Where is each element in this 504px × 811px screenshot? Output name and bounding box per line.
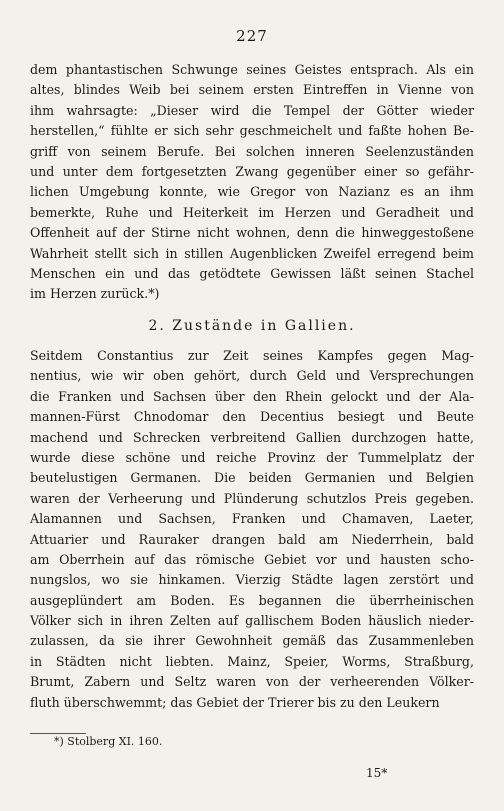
text-line: Menschen ein und das getödtete Gewissen läßt seinen Stachel	[30, 265, 474, 281]
printer-signature: 15*	[366, 766, 388, 780]
text-line: fluth überschwemmt; das Gebiet der Trierer bis zu den Leukern	[30, 694, 440, 710]
text-line: Alamannen und Sachsen, Franken und Chamaven, Laeter,	[30, 511, 474, 527]
text-line: herstellen,“ fühlte er sich sehr geschmeichelt und faßte hohen Be-	[30, 123, 474, 139]
text-line: ausgeplündert am Boden. Es begannen die überrheinischen	[30, 592, 474, 608]
text-line: Brumt, Zabern und Seltz waren von der verheerenden Völker-	[30, 674, 474, 690]
text-line: die Franken und Sachsen über den Rhein gelockt und der Ala-	[30, 388, 474, 404]
text-line: im Herzen zurück.*)	[30, 286, 160, 302]
footnote: *) Stolberg XI. 160.	[54, 735, 163, 748]
text-line: bemerkte, Ruhe und Heiterkeit im Herzen und Geradheit und	[30, 204, 474, 220]
text-line: lichen Umgebung konnte, wie Gregor von Nazianz es an ihm	[30, 184, 474, 200]
text-line: waren der Verheerung und Plünderung schutzlos Preis gegeben.	[30, 490, 474, 506]
paragraph-2	[30, 346, 474, 713]
text-line: machend und Schrecken verbreitend Gallien durchzogen hatte,	[30, 429, 474, 445]
text-line: nungslos, wo sie hinkamen. Vierzig Städte lagen zerstört und	[30, 572, 474, 588]
text-line: und unter dem fortgesetzten Zwang gegenüber einer so gefähr-	[30, 163, 474, 179]
text-line: nentius, wie wir oben gehört, durch Geld und Versprechungen	[30, 368, 474, 384]
text-line: ihm wahrsagte: „Dieser wird die Tempel der Götter wieder	[30, 102, 474, 118]
text-line: am Oberrhein auf das römische Gebiet vor und hausten scho-	[30, 551, 474, 567]
text-line: altes, blindes Weib bei seinem ersten Eintreffen in Vienne von	[30, 82, 474, 98]
footnote-rule	[30, 733, 86, 734]
section-heading: 2. Zustände in Gallien.	[148, 318, 356, 334]
text-line: Attuarier und Rauraker drangen bald am Niederrhein, bald	[30, 531, 474, 547]
text-line: dem phantastischen Schwunge seines Geistes entsprach. Als ein	[30, 62, 474, 77]
text-line: Seitdem Constantius zur Zeit seines Kampfes gegen Mag-	[30, 348, 474, 363]
text-line: wurde diese schöne und reiche Provinz der Tummelplatz der	[30, 449, 474, 465]
paragraph-1	[30, 60, 474, 305]
text-line: in Städten nicht liebten. Mainz, Speier, Worms, Straßburg,	[30, 653, 474, 669]
text-line: beutelustigen Germanen. Die beiden Germanien und Belgien	[30, 470, 474, 486]
text-line: Völker sich in ihren Zelten auf gallischem Boden häuslich nieder-	[30, 613, 474, 629]
text-line: Wahrheit stellt sich in stillen Augenblicken Zweifel erregend beim	[30, 245, 474, 261]
page-number: 227	[236, 27, 268, 45]
text-line: Offenheit auf der Stirne nicht wohnen, denn die hinweggestoßene	[30, 225, 474, 241]
text-line: mannen-Fürst Chnodomar den Decentius besiegt und Beute	[30, 409, 474, 425]
text-line: zulassen, da sie ihrer Gewohnheit gemäß das Zusammenleben	[30, 633, 474, 649]
text-line: griff von seinem Berufe. Bei solchen inneren Seelenzuständen	[30, 143, 474, 159]
